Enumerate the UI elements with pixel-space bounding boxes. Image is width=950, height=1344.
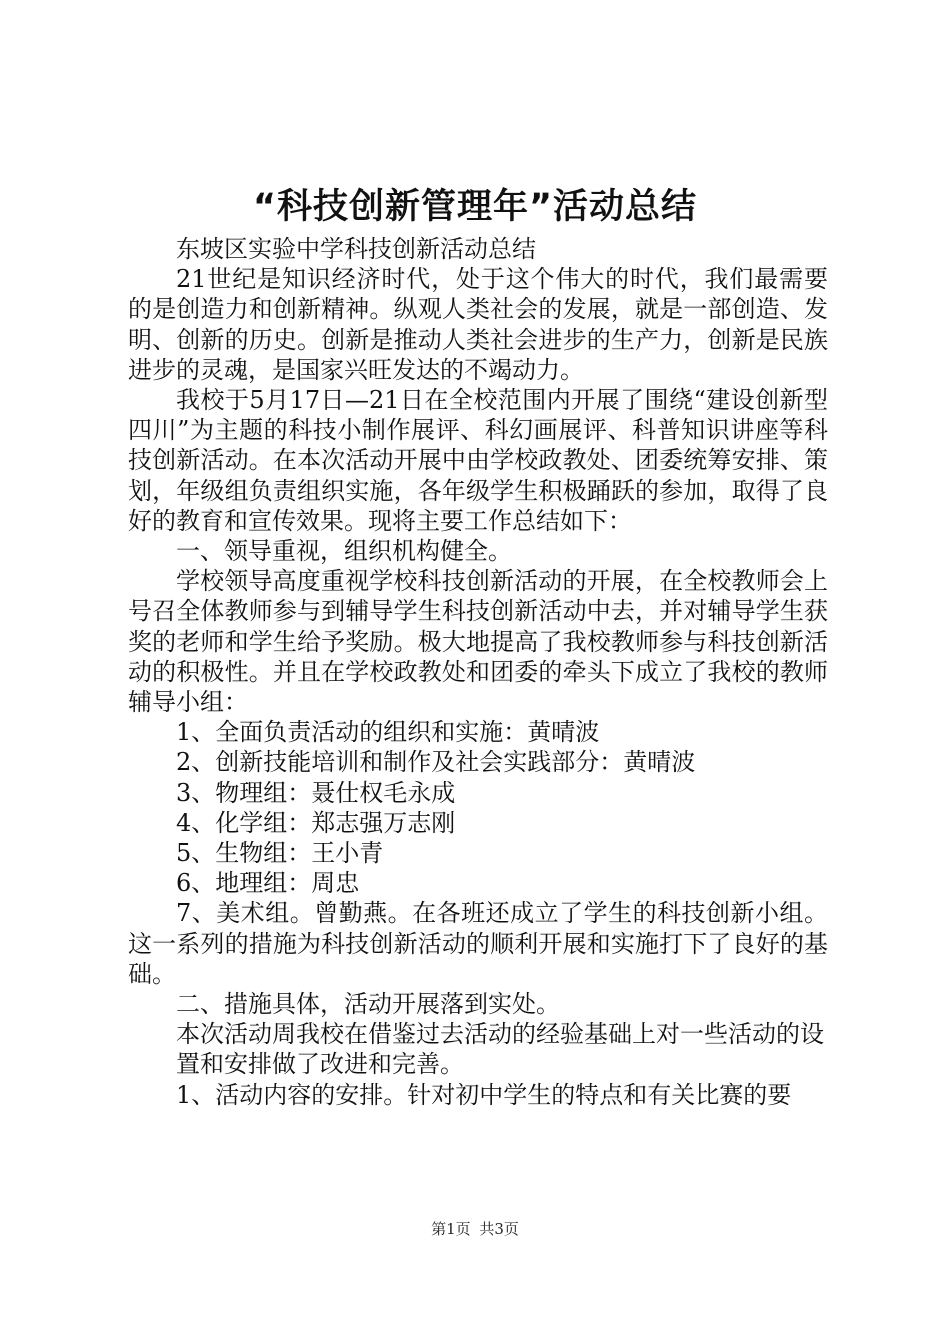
paragraph: 东坡区实验中学科技创新活动总结 [176, 235, 536, 263]
list-item: 3、物理组：聂仕权毛永成 [176, 778, 456, 807]
document-title: “科技创新管理年”活动总结 [252, 187, 697, 227]
list-item: 2、创新技能培训和制作及社会实践部分：黄晴波 [176, 748, 696, 777]
page-footer [0, 1219, 950, 1239]
list-item: 1、全面负责活动的组织和实施：黄晴波 [176, 718, 600, 747]
paragraph: 21世纪是知识经济时代，处于这个伟大的时代，我们最需要的是创造力和创新精神。纵观人类社会的发展，就是一部创造、发明、创新的历史。创新是推动人类社会进步的生产力，创新是民族进步的灵魂，是国家兴旺发达的不竭动力。 [128, 265, 828, 384]
page-total: 共3页 [479, 1220, 519, 1238]
section-heading: 二、措施具体，活动开展落到实处。 [176, 990, 560, 1019]
paragraph: 我校于5月17日—21日在全校范围内开展了围绕“建设创新型四川”为主题的科技小制作展评、科幻画展评、科普知识讲座等科技创新活动。在本次活动开展中由学校政教处、团委统筹安排、策划，年级组负责组织实施，各年级学生积极踊跃的参加，取得了良好的教育和宣传效果。现将主要工作总结如下： [128, 386, 828, 535]
section-heading: 一、领导重视，组织机构健全。 [176, 537, 512, 566]
list-item: 4、化学组：郑志强万志刚 [176, 808, 456, 837]
paragraph: 置和安排做了改进和完善。 [176, 1050, 464, 1079]
paragraph: 学校领导高度重视学校科技创新活动的开展，在全校教师会上号召全体教师参与到辅导学生科技创新活动中去，并对辅导学生获奖的老师和学生给予奖励。极大地提高了我校教师参与科技创新活动的积极性。并且在学校政教处和团委的牵头下成立了我校的教师辅导小组： [128, 567, 828, 717]
list-item: 6、地理组：周忠 [176, 869, 360, 898]
page-number: 第1页 [431, 1220, 471, 1238]
document-body [128, 234, 828, 1110]
paragraph: 本次活动周我校在借鉴过去活动的经验基础上对一些活动的设 [176, 1020, 824, 1049]
paragraph: 1、活动内容的安排。针对初中学生的特点和有关比赛的要 [176, 1080, 792, 1109]
list-item: 5、生物组：王小青 [176, 839, 384, 868]
list-item: 7、美术组。曾勤燕。在各班还成立了学生的科技创新小组。这一系列的措施为科技创新活动的顺利开展和实施打下了良好的基础。 [128, 899, 828, 988]
